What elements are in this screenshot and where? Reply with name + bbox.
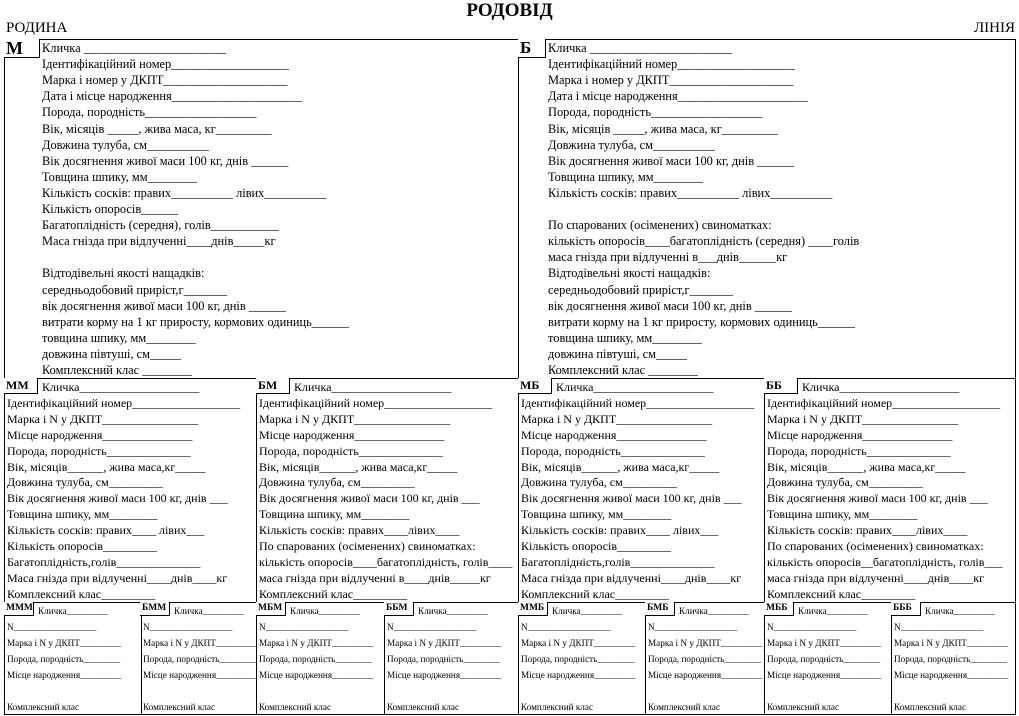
grandparent-section-mm xyxy=(7,380,255,602)
section-code: ББ xyxy=(764,378,798,394)
section-code: БМ xyxy=(256,378,290,394)
form-field-line: Місце народження_______________ xyxy=(7,427,193,442)
form-field-line: Довжина тулуба, см_________ xyxy=(767,475,923,490)
form-field-line: Кличка_________ xyxy=(552,606,622,616)
form-field-line: Товщина шпику, мм________ xyxy=(521,507,672,522)
line-label: ЛІНІЯ xyxy=(973,20,1015,36)
form-field-line: Комплексний клас xyxy=(387,702,460,712)
section-code: МБМ xyxy=(256,602,286,616)
form-field-line: Марка і N у ДКПТ_________ xyxy=(521,638,636,648)
grandparent-section-bm xyxy=(259,380,517,602)
form-field-line: Вік, місяців______, жива маса,кг_____ xyxy=(767,459,966,474)
great-grandparent-section-mbm xyxy=(259,604,383,715)
form-field-line: Кількість опоросів_________ xyxy=(521,539,672,553)
form-field-line: кількість опоросів__багатоплідність, голів___ xyxy=(767,554,1003,569)
form-field-line: витрати корму на 1 кг приросту, кормових одиниць______ xyxy=(548,314,855,329)
form-field-line: Кличка _______________________ xyxy=(548,41,733,55)
form-field-line: Кількість сосків: правих____лівих____ xyxy=(259,523,460,538)
form-field-line: Товщина шпику, мм________ xyxy=(548,169,704,184)
grandparent-section-bb xyxy=(767,380,1015,602)
page-title: РОДОВІД xyxy=(466,0,553,21)
form-field-line: N__________________ xyxy=(387,622,477,632)
form-field-line: Місце народження_________ xyxy=(767,670,882,680)
form-field-line: Марка і N у ДКПТ_________ xyxy=(7,638,122,648)
form-field-line: N__________________ xyxy=(648,622,738,632)
form-field-line: Товщина шпику, мм________ xyxy=(259,507,410,522)
divider xyxy=(891,602,892,715)
form-field-line: Місце народження_________ xyxy=(143,670,258,680)
form-field-line: маса гнізда при відлученні____днів____кг xyxy=(767,570,985,585)
form-field-line: Комплексний клас xyxy=(143,702,216,712)
great-grandparent-section-bmb xyxy=(648,604,763,715)
section-code: ББМ xyxy=(384,602,414,616)
form-field-line: Комплексний клас_________ xyxy=(259,586,408,601)
mother-code: М xyxy=(4,39,40,58)
form-field-line: Комплексний клас xyxy=(259,702,332,712)
form-field-line: Товщина шпику, мм________ xyxy=(7,507,158,522)
divider xyxy=(645,602,646,715)
form-field-line: Місце народження_________ xyxy=(648,670,763,680)
form-field-line: Марка і N у ДКПТ_________ xyxy=(259,638,374,648)
form-field-line: Місце народження_________ xyxy=(7,670,122,680)
section-code: МММ xyxy=(4,602,34,616)
form-field-line: Порода, породність__________________ xyxy=(42,105,257,120)
section-code: ММ xyxy=(4,378,38,394)
section-code: МББ xyxy=(764,602,794,616)
form-field-line: Порода, породність________ xyxy=(521,654,635,664)
form-field-line: Кількість сосків: правих____лівих____ xyxy=(767,523,968,538)
grandparent-section-mb xyxy=(521,380,763,602)
form-field-line: N__________________ xyxy=(143,622,233,632)
form-field-line: Місце народження_________ xyxy=(259,670,374,680)
form-field-line: Порода, породність________ xyxy=(387,654,501,664)
form-field-line: Вік досягнення живої маси 100 кг, днів ___ xyxy=(521,491,742,506)
form-field-line: Довжина тулуба, см_________ xyxy=(259,475,415,490)
form-field-line: Комплексний клас xyxy=(767,702,840,712)
section-code: МБ xyxy=(518,378,552,394)
form-field-line: Вік, місяців______, жива маса,кг_____ xyxy=(7,459,206,474)
divider xyxy=(384,602,385,715)
form-field-line: Комплексний клас ________ xyxy=(42,363,192,377)
form-field-line: Кличка____________________ xyxy=(42,380,200,394)
form-field-line: Вік досягнення живої маси 100 кг, днів ___ xyxy=(767,491,988,506)
great-grandparent-section-bbb xyxy=(894,604,1015,715)
form-field-line: Марка і N у ДКПТ_________ xyxy=(767,638,882,648)
form-field-line: Ідентифікаційний номер__________________ xyxy=(7,395,241,410)
form-field-line: Ідентифікаційний номер___________________ xyxy=(548,57,795,72)
form-field-line: Комплексний клас_________ xyxy=(521,586,670,601)
form-field-line: N__________________ xyxy=(259,622,349,632)
form-field-line: Маса гнізда при відлученні____днів____кг xyxy=(521,570,742,585)
form-field-line: N__________________ xyxy=(7,622,97,632)
form-field-line: Багатоплідність,голів______________ xyxy=(521,554,715,569)
form-field-line: Вік, місяців _____, жива маса, кг_________ xyxy=(42,121,272,136)
form-field-line: N__________________ xyxy=(894,622,984,632)
form-field-line: Товщина шпику, мм________ xyxy=(767,507,918,522)
form-field-line: Порода, породність________ xyxy=(7,654,121,664)
form-field-line: Комплексний клас_________ xyxy=(767,586,916,601)
form-field-line: Відтодівельні якості нащадків: xyxy=(548,266,711,281)
form-field-line: Комплексний клас_________ xyxy=(7,586,156,601)
form-field-line: По спарованих (осіменених) свиноматках: xyxy=(259,539,476,553)
form-field-line: Кличка_________ xyxy=(38,606,108,616)
form-field-line: витрати корму на 1 кг приросту, кормових одиниць______ xyxy=(42,314,349,329)
form-field-line: N__________________ xyxy=(521,622,611,632)
form-field-line: Кількість сосків: правих__________ лівих__________ xyxy=(548,185,833,200)
form-field-line: кількість опоросів____багатоплідність (середня) ____голів xyxy=(548,234,860,249)
form-field-line: Товщина шпику, мм________ xyxy=(42,169,198,184)
form-field-line: середньодобовий приріст,г_______ xyxy=(42,282,227,297)
form-field-line: Місце народження_______________ xyxy=(767,427,953,442)
form-field-line: Довжина тулуба, см__________ xyxy=(548,137,715,152)
form-field-line: Кількість опоросів_________ xyxy=(7,539,158,553)
section-code: БММ xyxy=(140,602,170,616)
form-field-line: Багатоплідність (середня), голів___________ xyxy=(42,218,279,233)
form-field-line: Кількість сосків: правих____ лівих___ xyxy=(521,523,719,538)
form-field-line: Відтодівельні якості нащадків: xyxy=(42,266,205,281)
form-field-line: Порода, породність______________ xyxy=(767,443,951,458)
form-field-line: Кличка_________ xyxy=(174,606,244,616)
form-field-line: товщина шпику, мм________ xyxy=(42,330,196,345)
form-field-line: Кількість опоросів______ xyxy=(42,202,179,216)
form-field-line: Кличка_________ xyxy=(798,606,868,616)
form-field-line: Вік досягнення живої маси 100 кг, днів ______ xyxy=(548,153,795,168)
divider xyxy=(256,378,257,715)
form-field-line: Порода, породність________ xyxy=(894,654,1008,664)
form-field-line: вік досягнення живої маси 100 кг, днів ______ xyxy=(548,298,792,313)
form-field-line: Вік, місяців______, жива маса,кг_____ xyxy=(259,459,458,474)
form-field-line: Кличка____________________ xyxy=(294,380,452,394)
form-field-line: Ідентифікаційний номер__________________ xyxy=(259,395,493,410)
form-field-line: Марка і N у ДКПТ________________ xyxy=(259,411,451,426)
form-field-line: Комплексний клас xyxy=(7,702,80,712)
form-field-line: Довжина тулуба, см_________ xyxy=(521,475,677,490)
great-grandparent-section-mmm xyxy=(7,604,140,715)
form-field-line: Місце народження_________ xyxy=(894,670,1009,680)
form-field-line: товщина шпику, мм________ xyxy=(548,330,702,345)
form-field-line: Комплексний клас ________ xyxy=(548,363,698,377)
section-code: ММБ xyxy=(518,602,548,616)
form-field-line: Кличка____________________ xyxy=(556,380,714,394)
form-field-line: По спарованих (осіменених) свиноматках: xyxy=(767,539,984,553)
form-field-line: Багатоплідність,голів______________ xyxy=(7,554,201,569)
form-field-line: Комплексний клас xyxy=(648,702,721,712)
form-field-line: Порода, породність______________ xyxy=(521,443,705,458)
form-field-line: Маса гнізда при відлученні____днів____кг xyxy=(7,570,228,585)
form-field-line: довжина півтуші, см_____ xyxy=(42,346,181,361)
form-field-line: Марка і N у ДКПТ________________ xyxy=(7,411,199,426)
form-field-line: Ідентифікаційний номер__________________ xyxy=(521,395,755,410)
form-field-line: Порода, породність________ xyxy=(648,654,762,664)
form-field-line: Комплексний клас xyxy=(894,702,967,712)
form-field-line: Вік досягнення живої маси 100 кг, днів ___ xyxy=(7,491,228,506)
form-field-line: Вік, місяців______, жива маса,кг_____ xyxy=(521,459,720,474)
form-field-line: Ідентифікаційний номер__________________ xyxy=(767,395,1001,410)
great-grandparent-section-mbb xyxy=(767,604,890,715)
form-field-line: маса гнізда при відлученні в___днів______кг xyxy=(548,250,788,265)
form-field-line: Кількість сосків: правих____ лівих___ xyxy=(7,523,205,538)
form-field-line: Місце народження_______________ xyxy=(521,427,707,442)
divider xyxy=(764,378,765,715)
form-field-line: Порода, породність________ xyxy=(767,654,881,664)
form-field-line: Кличка _______________________ xyxy=(42,41,227,55)
form-field-line: Порода, породність________ xyxy=(259,654,373,664)
great-grandparent-section-bmm xyxy=(142,603,258,715)
form-field-line: середньодобовий приріст,г_______ xyxy=(548,282,733,297)
form-field-line: Кількість сосків: правих__________ лівих__________ xyxy=(42,185,327,200)
form-field-line: Вік досягнення живої маси 100 кг, днів ______ xyxy=(42,153,289,168)
form-field-line: Місце народження_________ xyxy=(387,670,502,680)
form-field-line: Маса гнізда при відлученні____днів_____кг xyxy=(42,234,276,249)
form-field-line: Марка і N у ДКПТ________________ xyxy=(521,411,713,426)
form-field-line: Довжина тулуба, см__________ xyxy=(42,137,209,152)
form-field-line: маса гнізда при відлученні в____днів_____кг xyxy=(259,570,491,585)
family-label: РОДИНА xyxy=(6,20,68,36)
form-field-line: Місце народження_______________ xyxy=(259,427,445,442)
form-field-line: вік досягнення живої маси 100 кг, днів ______ xyxy=(42,298,286,313)
form-field-line: Марка і N у ДКПТ_________ xyxy=(143,638,258,648)
form-field-line: Місце народження_________ xyxy=(521,670,636,680)
great-grandparent-section-mmb xyxy=(521,604,644,715)
form-field-line: довжина півтуші, см_____ xyxy=(548,346,687,361)
form-field-line: Дата і місце народження_____________________ xyxy=(548,89,808,104)
form-field-line: Довжина тулуба, см_________ xyxy=(7,475,163,490)
divider xyxy=(4,378,1016,379)
form-field-line: Марка і номер у ДКПТ____________________ xyxy=(42,73,288,88)
form-field-line: Вік, місяців _____, жива маса, кг_________ xyxy=(548,121,778,136)
form-field-line: Марка і номер у ДКПТ____________________ xyxy=(548,73,794,88)
form-field-line: Комплексний клас xyxy=(521,702,594,712)
form-field-line: Порода, породність______________ xyxy=(259,443,443,458)
form-field-line: Порода, породність______________ xyxy=(7,443,191,458)
form-field-line: По спарованих (осіменених) свиноматках: xyxy=(548,218,772,233)
form-field-line: Дата і місце народження_____________________ xyxy=(42,89,302,104)
form-field-line: кількість опоросів____багатоплідність, голів____ xyxy=(259,554,513,569)
father-code: Б xyxy=(518,39,546,58)
divider xyxy=(141,602,142,715)
form-field-line: Кличка_________ xyxy=(418,606,488,616)
great-grandparent-section-bbm xyxy=(387,604,517,715)
form-field-line: Марка і N у ДКПТ_________ xyxy=(387,638,502,648)
form-field-line: Кличка_________ xyxy=(925,606,995,616)
section-code: БМБ xyxy=(645,602,675,616)
father-section xyxy=(548,41,1016,378)
form-field-line: Марка і N у ДКПТ________________ xyxy=(767,411,959,426)
form-field-line: N__________________ xyxy=(767,622,857,632)
form-field-line: Марка і N у ДКПТ_________ xyxy=(648,638,763,648)
section-code: БББ xyxy=(891,602,921,616)
form-field-line: Порода, породність________ xyxy=(143,654,257,664)
form-field-line: Кличка_________ xyxy=(290,606,360,616)
form-field-line: Порода, породність__________________ xyxy=(548,105,763,120)
form-field-line: Кличка____________________ xyxy=(802,380,960,394)
form-field-line: Ідентифікаційний номер___________________ xyxy=(42,57,289,72)
form-field-line: Кличка_________ xyxy=(679,606,749,616)
form-field-line: Вік досягнення живої маси 100 кг, днів ___ xyxy=(259,491,480,506)
form-field-line: Марка і N у ДКПТ_________ xyxy=(894,638,1009,648)
mother-section xyxy=(42,41,512,378)
